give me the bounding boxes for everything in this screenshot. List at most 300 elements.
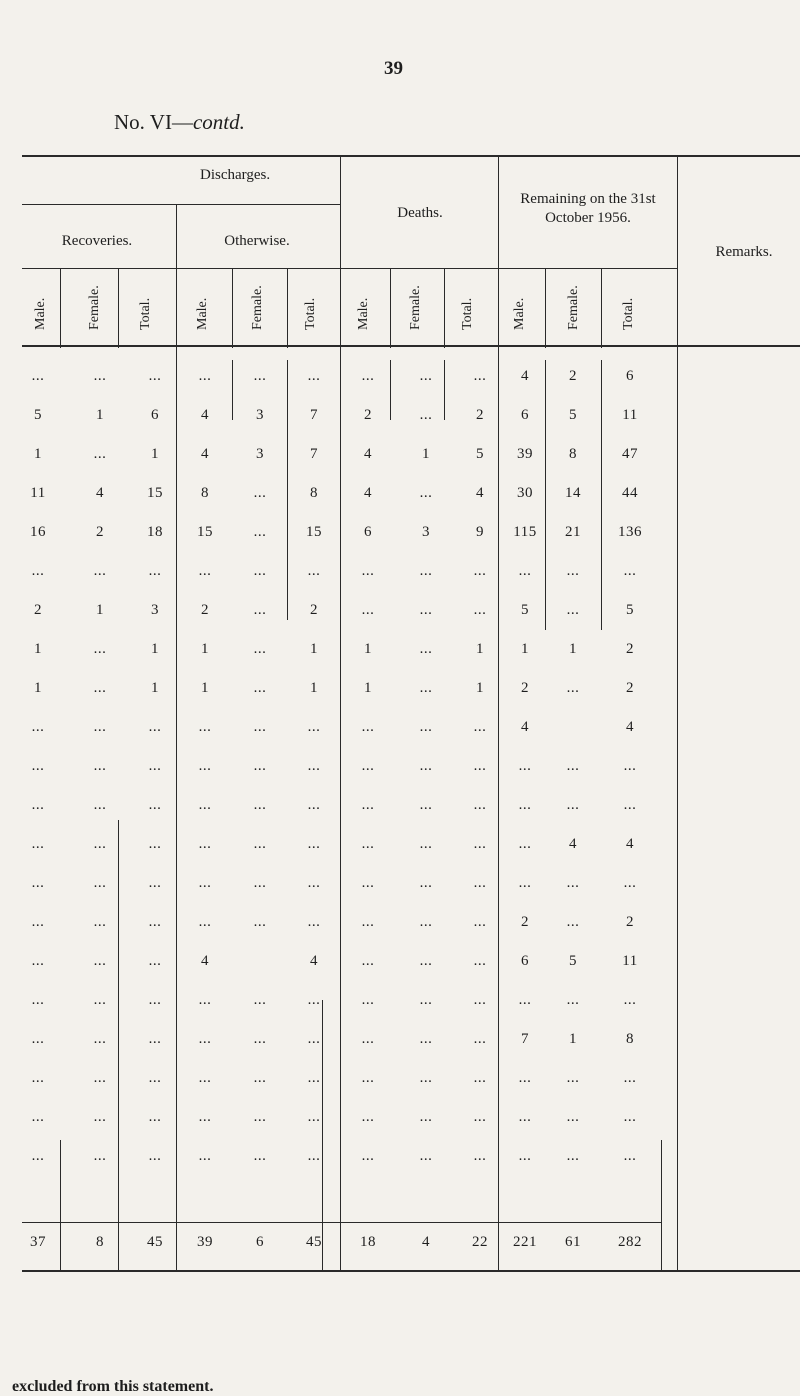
table-cell: 4 bbox=[569, 836, 577, 852]
table-cell: ... bbox=[361, 797, 375, 813]
table-cell: ... bbox=[307, 1031, 321, 1047]
table-cell: ... bbox=[361, 368, 375, 384]
table-cell: ... bbox=[473, 719, 487, 735]
table-cell: 5 bbox=[476, 446, 484, 462]
total-cell: 45 bbox=[147, 1234, 163, 1250]
table-cell: ... bbox=[419, 758, 433, 774]
table-cell: 4 bbox=[201, 446, 209, 462]
col-label: Female. bbox=[250, 285, 265, 330]
total-cell: 6 bbox=[256, 1234, 264, 1250]
table-cell: ... bbox=[31, 368, 45, 384]
table-cell: ... bbox=[198, 836, 212, 852]
table-cell: ... bbox=[566, 758, 580, 774]
table-cell: ... bbox=[93, 914, 107, 930]
table-cell: ... bbox=[566, 797, 580, 813]
table-cell: ... bbox=[566, 992, 580, 1008]
rule-col-2 bbox=[118, 268, 119, 348]
table-cell: ... bbox=[623, 1109, 637, 1125]
table-cell: ... bbox=[198, 1148, 212, 1164]
table-cell: ... bbox=[361, 563, 375, 579]
col-label: Female. bbox=[87, 285, 102, 330]
table-cell: ... bbox=[253, 680, 267, 696]
table-cell: ... bbox=[307, 1070, 321, 1086]
table-cell: ... bbox=[419, 641, 433, 657]
table-cell: 2 bbox=[364, 407, 372, 423]
table-cell: 1 bbox=[476, 641, 484, 657]
rule-group-3 bbox=[498, 155, 499, 1270]
table-cell: ... bbox=[31, 914, 45, 930]
table-cell: ... bbox=[473, 836, 487, 852]
table-cell: ... bbox=[253, 524, 267, 540]
table-cell: ... bbox=[419, 485, 433, 501]
table-cell: ... bbox=[473, 1109, 487, 1125]
table-cell: ... bbox=[473, 1070, 487, 1086]
table-cell: ... bbox=[148, 368, 162, 384]
table-cell: ... bbox=[148, 1070, 162, 1086]
table-cell: ... bbox=[518, 758, 532, 774]
table-cell: ... bbox=[31, 563, 45, 579]
table-cell: ... bbox=[419, 992, 433, 1008]
table-cell: 1 bbox=[34, 641, 42, 657]
table-cell: ... bbox=[473, 914, 487, 930]
page-number: 39 bbox=[384, 58, 403, 79]
table-cell: ... bbox=[198, 797, 212, 813]
table-cell: ... bbox=[307, 992, 321, 1008]
rule-col-7 bbox=[390, 268, 391, 348]
table-cell: ... bbox=[623, 758, 637, 774]
table-cell: 2 bbox=[521, 914, 529, 930]
table-cell: 2 bbox=[476, 407, 484, 423]
table-cell: ... bbox=[148, 1031, 162, 1047]
table-cell: ... bbox=[419, 1148, 433, 1164]
col-label: Male. bbox=[33, 297, 48, 330]
col-label: Male. bbox=[195, 297, 210, 330]
rule-bottom bbox=[22, 1270, 800, 1272]
table-cell: 14 bbox=[565, 485, 581, 501]
table-cell: 6 bbox=[626, 368, 634, 384]
table-cell: ... bbox=[253, 1109, 267, 1125]
table-cell: 2 bbox=[626, 641, 634, 657]
table-cell: ... bbox=[198, 758, 212, 774]
table-cell: ... bbox=[31, 992, 45, 1008]
rule-group-4 bbox=[677, 155, 678, 1270]
table-cell: ... bbox=[623, 1148, 637, 1164]
total-cell: 282 bbox=[618, 1234, 642, 1250]
table-cell: 15 bbox=[147, 485, 163, 501]
rule-body-11b bbox=[661, 1140, 662, 1270]
table-cell: 8 bbox=[569, 446, 577, 462]
table-cell: ... bbox=[198, 1109, 212, 1125]
table-cell: ... bbox=[307, 1148, 321, 1164]
table-cell: ... bbox=[307, 758, 321, 774]
table-cell: 4 bbox=[201, 953, 209, 969]
table-cell: ... bbox=[518, 1109, 532, 1125]
table-cell: ... bbox=[623, 1070, 637, 1086]
table-cell: ... bbox=[253, 602, 267, 618]
table-cell: ... bbox=[253, 368, 267, 384]
table-cell: 5 bbox=[34, 407, 42, 423]
table-cell: 3 bbox=[422, 524, 430, 540]
table-cell: 3 bbox=[151, 602, 159, 618]
table-cell: ... bbox=[473, 797, 487, 813]
table-cell: ... bbox=[31, 719, 45, 735]
table-cell: 7 bbox=[310, 446, 318, 462]
table-cell: 16 bbox=[30, 524, 46, 540]
remarks-header: Remarks. bbox=[715, 244, 773, 260]
table-cell: ... bbox=[31, 1109, 45, 1125]
total-cell: 4 bbox=[422, 1234, 430, 1250]
table-cell: ... bbox=[361, 836, 375, 852]
remaining-header: Remaining on the 31st October 1956. bbox=[520, 191, 656, 226]
table-cell: 11 bbox=[30, 485, 46, 501]
table-cell: ... bbox=[518, 992, 532, 1008]
table-cell: ... bbox=[93, 1109, 107, 1125]
table-cell: 30 bbox=[517, 485, 533, 501]
table-cell: ... bbox=[93, 992, 107, 1008]
table-cell: ... bbox=[623, 875, 637, 891]
table-cell: 136 bbox=[618, 524, 642, 540]
table-cell: 3 bbox=[256, 407, 264, 423]
table-cell: 2 bbox=[310, 602, 318, 618]
table-cell: 1 bbox=[569, 1031, 577, 1047]
table-cell: 8 bbox=[310, 485, 318, 501]
rule-col-11 bbox=[601, 268, 602, 348]
table-cell: ... bbox=[307, 719, 321, 735]
table-cell: ... bbox=[566, 1148, 580, 1164]
col-label: Female. bbox=[566, 285, 581, 330]
rule-col-5 bbox=[287, 268, 288, 348]
table-cell: 2 bbox=[96, 524, 104, 540]
table-cell: ... bbox=[566, 563, 580, 579]
table-cell: ... bbox=[31, 836, 45, 852]
rule-col-10 bbox=[545, 268, 546, 348]
table-cell: 1 bbox=[521, 641, 529, 657]
table-cell: 8 bbox=[201, 485, 209, 501]
table-cell: ... bbox=[93, 758, 107, 774]
otherwise-header: Otherwise. bbox=[224, 233, 290, 249]
table-cell: ... bbox=[93, 446, 107, 462]
table-cell: ... bbox=[361, 602, 375, 618]
table-cell: ... bbox=[253, 563, 267, 579]
table-cell: ... bbox=[473, 368, 487, 384]
table-cell: ... bbox=[31, 1070, 45, 1086]
table-cell: ... bbox=[148, 563, 162, 579]
table-cell: ... bbox=[93, 641, 107, 657]
table-cell: 1 bbox=[96, 407, 104, 423]
table-cell: ... bbox=[93, 1148, 107, 1164]
table-cell: 6 bbox=[151, 407, 159, 423]
table-cell: ... bbox=[31, 953, 45, 969]
table-cell: ... bbox=[623, 563, 637, 579]
table-cell: ... bbox=[148, 992, 162, 1008]
table-cell: 1 bbox=[34, 446, 42, 462]
table-cell: ... bbox=[93, 680, 107, 696]
table-cell: 4 bbox=[521, 368, 529, 384]
total-cell: 45 bbox=[306, 1234, 322, 1250]
table-cell: ... bbox=[307, 875, 321, 891]
rule-col-4 bbox=[232, 268, 233, 348]
table-cell: ... bbox=[198, 368, 212, 384]
footnote: excluded from this statement. bbox=[12, 1378, 214, 1395]
total-cell: 37 bbox=[30, 1234, 46, 1250]
table-cell: 5 bbox=[626, 602, 634, 618]
table-cell: ... bbox=[253, 641, 267, 657]
table-title-contd: contd. bbox=[192, 110, 245, 134]
table-cell: ... bbox=[518, 1070, 532, 1086]
table-cell: ... bbox=[518, 875, 532, 891]
table-cell: ... bbox=[253, 758, 267, 774]
total-cell: 8 bbox=[96, 1234, 104, 1250]
table-cell: ... bbox=[473, 602, 487, 618]
table-cell: ... bbox=[419, 368, 433, 384]
rule-col-8 bbox=[444, 268, 445, 348]
table-cell: ... bbox=[419, 1109, 433, 1125]
table-cell: ... bbox=[419, 875, 433, 891]
table-cell: ... bbox=[566, 680, 580, 696]
table-cell: ... bbox=[93, 836, 107, 852]
table-cell: 4 bbox=[476, 485, 484, 501]
table-cell: 2 bbox=[569, 368, 577, 384]
table-cell: 1 bbox=[34, 680, 42, 696]
table-cell: ... bbox=[473, 1148, 487, 1164]
table-cell: ... bbox=[419, 836, 433, 852]
table-cell: ... bbox=[419, 914, 433, 930]
table-cell: 7 bbox=[521, 1031, 529, 1047]
table-cell: 4 bbox=[364, 485, 372, 501]
table-cell: ... bbox=[419, 407, 433, 423]
table-cell: 1 bbox=[201, 641, 209, 657]
table-cell: 18 bbox=[147, 524, 163, 540]
table-cell: ... bbox=[253, 1148, 267, 1164]
table-cell: 4 bbox=[364, 446, 372, 462]
recoveries-header: Recoveries. bbox=[61, 233, 133, 249]
col-label: Total. bbox=[303, 297, 318, 330]
table-cell: ... bbox=[307, 368, 321, 384]
table-cell: 47 bbox=[622, 446, 638, 462]
table-cell: 15 bbox=[197, 524, 213, 540]
table-cell: 115 bbox=[513, 524, 537, 540]
rule-body-4 bbox=[232, 360, 233, 420]
table-cell: 2 bbox=[201, 602, 209, 618]
table-cell: 4 bbox=[521, 719, 529, 735]
table-cell: ... bbox=[93, 1070, 107, 1086]
table-cell: 4 bbox=[201, 407, 209, 423]
table-cell: ... bbox=[566, 1109, 580, 1125]
table-cell: 2 bbox=[626, 914, 634, 930]
table-cell: ... bbox=[473, 1031, 487, 1047]
table-cell: ... bbox=[361, 875, 375, 891]
table-cell: ... bbox=[419, 719, 433, 735]
table-cell: 5 bbox=[569, 953, 577, 969]
table-cell: 1 bbox=[151, 680, 159, 696]
table-cell: 8 bbox=[626, 1031, 634, 1047]
table-cell: ... bbox=[473, 758, 487, 774]
table-cell: 1 bbox=[476, 680, 484, 696]
table-cell: ... bbox=[31, 797, 45, 813]
table-cell: ... bbox=[419, 563, 433, 579]
table-cell: ... bbox=[307, 914, 321, 930]
table-cell: ... bbox=[307, 563, 321, 579]
table-cell: 1 bbox=[310, 641, 318, 657]
table-cell: 1 bbox=[201, 680, 209, 696]
table-cell: ... bbox=[31, 758, 45, 774]
table-title-prefix: No. VI— bbox=[114, 110, 193, 134]
table-cell: 4 bbox=[626, 719, 634, 735]
table-cell: ... bbox=[253, 992, 267, 1008]
rule-top bbox=[22, 155, 800, 157]
table-cell: ... bbox=[566, 875, 580, 891]
table-cell: 5 bbox=[521, 602, 529, 618]
table-cell: ... bbox=[361, 719, 375, 735]
table-cell: ... bbox=[198, 875, 212, 891]
table-cell: 1 bbox=[364, 641, 372, 657]
table-cell: ... bbox=[31, 1148, 45, 1164]
rule-discharges-sub bbox=[22, 204, 340, 205]
table-cell: ... bbox=[148, 836, 162, 852]
col-label: Male. bbox=[512, 297, 527, 330]
col-label: Male. bbox=[356, 297, 371, 330]
table-cell: ... bbox=[93, 1031, 107, 1047]
discharges-header: Discharges. bbox=[200, 167, 271, 183]
table-cell: 2 bbox=[626, 680, 634, 696]
table-cell: ... bbox=[148, 797, 162, 813]
table-cell: ... bbox=[148, 914, 162, 930]
table-cell: ... bbox=[253, 485, 267, 501]
table-cell: ... bbox=[473, 563, 487, 579]
table-cell: 4 bbox=[310, 953, 318, 969]
table-cell: 4 bbox=[96, 485, 104, 501]
table-cell: 9 bbox=[476, 524, 484, 540]
table-cell: ... bbox=[419, 602, 433, 618]
table-cell: ... bbox=[198, 914, 212, 930]
table-cell: ... bbox=[307, 797, 321, 813]
table-cell: ... bbox=[93, 797, 107, 813]
col-label: Female. bbox=[408, 285, 423, 330]
table-cell: ... bbox=[566, 914, 580, 930]
table-cell: ... bbox=[198, 563, 212, 579]
col-label: Total. bbox=[460, 297, 475, 330]
total-cell: 22 bbox=[472, 1234, 488, 1250]
table-cell: ... bbox=[31, 1031, 45, 1047]
total-cell: 221 bbox=[513, 1234, 537, 1250]
rule-group-2 bbox=[340, 155, 341, 1270]
table-cell: ... bbox=[566, 602, 580, 618]
table-cell: 1 bbox=[151, 446, 159, 462]
table-cell: 7 bbox=[310, 407, 318, 423]
col-label: Total. bbox=[138, 297, 153, 330]
table-cell: ... bbox=[419, 680, 433, 696]
table-cell: ... bbox=[473, 992, 487, 1008]
table-cell: 6 bbox=[364, 524, 372, 540]
rule-subheader bbox=[22, 268, 677, 269]
table-cell: ... bbox=[518, 1148, 532, 1164]
table-cell: ... bbox=[419, 953, 433, 969]
table-cell: ... bbox=[361, 1109, 375, 1125]
rule-col-1 bbox=[60, 268, 61, 348]
table-cell: 15 bbox=[306, 524, 322, 540]
table-cell: ... bbox=[93, 563, 107, 579]
table-cell: ... bbox=[253, 875, 267, 891]
total-cell: 18 bbox=[360, 1234, 376, 1250]
table-cell: ... bbox=[473, 875, 487, 891]
table-cell: ... bbox=[198, 719, 212, 735]
table-cell: ... bbox=[518, 836, 532, 852]
table-cell: ... bbox=[198, 1070, 212, 1086]
table-cell: ... bbox=[361, 1148, 375, 1164]
table-cell: ... bbox=[253, 914, 267, 930]
table-cell: 1 bbox=[422, 446, 430, 462]
table-cell: ... bbox=[307, 1109, 321, 1125]
table-cell: ... bbox=[93, 368, 107, 384]
table-cell: ... bbox=[361, 1070, 375, 1086]
table-cell: ... bbox=[361, 1031, 375, 1047]
table-cell: 1 bbox=[569, 641, 577, 657]
table-cell: 5 bbox=[569, 407, 577, 423]
rule-header-bottom bbox=[22, 345, 800, 347]
table-cell: ... bbox=[148, 953, 162, 969]
table-cell: ... bbox=[93, 719, 107, 735]
total-cell: 39 bbox=[197, 1234, 213, 1250]
table-cell: 1 bbox=[96, 602, 104, 618]
table-cell: 4 bbox=[626, 836, 634, 852]
total-cell: 61 bbox=[565, 1234, 581, 1250]
table-cell: 21 bbox=[565, 524, 581, 540]
table-cell: ... bbox=[623, 797, 637, 813]
table-cell: 2 bbox=[34, 602, 42, 618]
table-cell: ... bbox=[307, 836, 321, 852]
table-cell: ... bbox=[419, 1031, 433, 1047]
table-cell: ... bbox=[253, 1070, 267, 1086]
table-cell: ... bbox=[361, 953, 375, 969]
table-cell: ... bbox=[148, 719, 162, 735]
col-label: Total. bbox=[621, 297, 636, 330]
table-cell: 6 bbox=[521, 407, 529, 423]
table-cell: ... bbox=[518, 797, 532, 813]
table-cell: 44 bbox=[622, 485, 638, 501]
table-cell: ... bbox=[623, 992, 637, 1008]
table-cell: ... bbox=[148, 1109, 162, 1125]
table-cell: 6 bbox=[521, 953, 529, 969]
table-cell: ... bbox=[361, 992, 375, 1008]
table-cell: 1 bbox=[310, 680, 318, 696]
table-cell: ... bbox=[253, 836, 267, 852]
table-cell: 2 bbox=[521, 680, 529, 696]
table-cell: ... bbox=[31, 875, 45, 891]
table-cell: ... bbox=[148, 1148, 162, 1164]
rule-body-11 bbox=[601, 360, 602, 630]
table-cell: 11 bbox=[622, 953, 638, 969]
table-cell: 11 bbox=[622, 407, 638, 423]
table-cell: ... bbox=[198, 1031, 212, 1047]
table-cell: ... bbox=[361, 758, 375, 774]
table-cell: ... bbox=[148, 758, 162, 774]
deaths-header: Deaths. bbox=[397, 205, 443, 221]
table-cell: ... bbox=[93, 875, 107, 891]
table-cell: ... bbox=[253, 719, 267, 735]
table-cell: ... bbox=[419, 1070, 433, 1086]
table-cell: ... bbox=[148, 875, 162, 891]
table-cell: ... bbox=[473, 953, 487, 969]
table-cell: ... bbox=[198, 992, 212, 1008]
table-cell: ... bbox=[93, 953, 107, 969]
table-cell: 1 bbox=[151, 641, 159, 657]
table-cell: ... bbox=[419, 797, 433, 813]
table-cell: 39 bbox=[517, 446, 533, 462]
table-cell: ... bbox=[361, 914, 375, 930]
table-cell: 1 bbox=[364, 680, 372, 696]
table-cell: ... bbox=[253, 797, 267, 813]
table-cell: 3 bbox=[256, 446, 264, 462]
